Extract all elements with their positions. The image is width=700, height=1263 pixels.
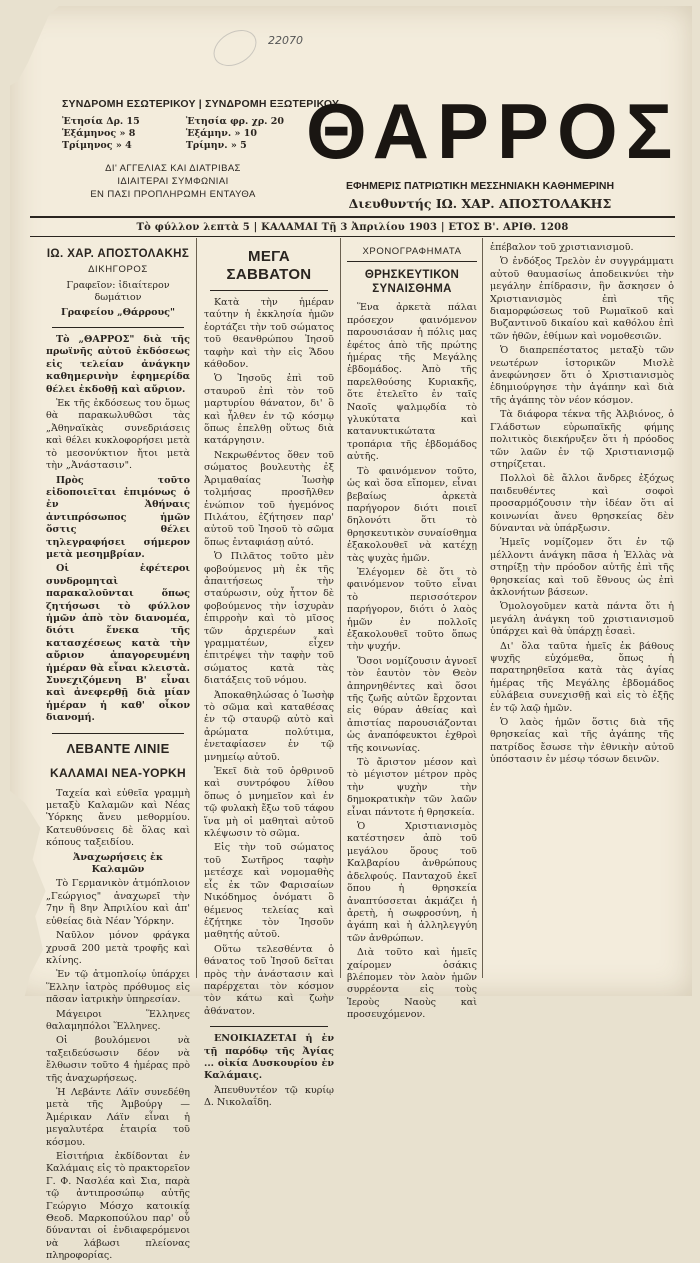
article-paragraph: ἐπέβαλον τοῦ χριστιανισμοῦ. (490, 242, 634, 253)
header-rule (30, 216, 675, 218)
article-paragraph: Ἀποκαθηλώσας ὁ Ἰωσὴφ τὸ σῶμα καὶ καταθέσας ἐν τῷ σταυρῷ αὐτὸ καὶ ἀρώματα πολύτιμα, ἐνεταφίασεν ἐν τῷ μνημείῳ αὐτοῦ. (204, 689, 334, 763)
price-line: Ἐτησία Δρ. 15 (62, 116, 140, 127)
price-line: Τρίμηνος » 4 (62, 140, 132, 151)
prices-abroad (186, 116, 284, 152)
section-heading: ΧΡΟΝΟΓΡΑΦΗΜΑΤΑ (347, 246, 477, 262)
rental-ad: ΕΝΟΙΚΙΑΖΕΤΑΙ ἡ ἐν τῇ παρόδῳ τῆς Ἀγίας ... οἰκία Δυσκουρίου ἐν Καλάμαις. (204, 1033, 334, 1082)
lawyer-name: ΙΩ. ΧΑΡ. ΑΠΟΣΤΟΛΑΚΗΣ (46, 248, 190, 260)
article-paragraph: Ὁμολογοῦμεν κατὰ πάντα ὅτι ἡ μεγάλη ἀνάγκη τοῦ χριστιανισμοῦ ὑπάρχει καὶ θὰ ὑπάρχῃ ἐσαεὶ. (490, 601, 674, 638)
issue-line: Τὸ φύλλον λεπτὰ 5 | ΚΑΛΑΜΑΙ Τῇ 3 Ἀπριλίου 1903 | ΕΤΟΣ Β'. ΑΡΙΘ. 1208 (136, 222, 569, 233)
shipping-subheadline: ΚΑΛΑΜΑΙ ΝΕΑ-ΥΟΡΚΗ (50, 765, 186, 780)
newspaper-title: ΘΑΡΡΟΣ (306, 87, 681, 175)
divider (52, 733, 184, 734)
article-paragraph: Κατὰ τὴν ἡμέραν ταύτην ἡ ἐκκλησία ἡμῶν ἑορτάζει τὴν τοῦ σώματος τοῦ θεανθρώπου Ἰησοῦ ταφὴν καὶ τὴν εἰς Ἅδου κάθοδον. (204, 297, 334, 371)
notice-paragraph: Ἐκ τῆς ἐκδόσεως του ὅμως θὰ παρακωλυθῶσι τὰς „Ἀθηναϊκὰς συνεδριάσεις καὶ θέλει κυκλοφορήσει μετὰ τὸ μεσονύκτιον ἤτοι μετὰ τὴν „Ἀνάστασιν". (46, 398, 190, 472)
article-paragraph: Δι' ὅλα ταῦτα ἡμεῖς ἐκ βάθους ψυχῆς εὐχόμεθα, ὅπως ἡ παρατηρηθεῖσα κατὰ τὰς ἁγίας ἡμέρας τῆς Μεγάλης ἑβδομάδος εὐλάβεια συνεχισθῇ καὶ εἰς τὸ ἑξῆς ἐν τῷ λαῷ ἡμῶν. (490, 640, 674, 714)
divider (52, 327, 184, 328)
article-paragraph: Ὁ Πιλᾶτος τοῦτο μὲν φοβούμενος μὴ ἐκ τῆς ἀπαιτήσεως τὴν σταύρωσιν, οὐχ ἧττον δὲ φοβούμενος τὴν ἰσχυρὰν ἐπιρροὴν καὶ τὸ μῖσος τῶν ἀρχιερέων καὶ γραμματέων, εἶχεν ἐπιτρέψει τὴν ταφὴν τοῦ σώματος κατὰ τὰς διατάξεις τοῦ νόμου. (204, 551, 334, 687)
article-paragraph: Τὸ φαινόμενον τοῦτο, ὡς καὶ ὅσα εἴπομεν, εἶναι βεβαίως ἀρκετὰ παρήγορον διότι ποιεῖ δηλονότι ὅτι τὸ θρησκευτικὸν συναίσθημα ἐξακολουθεῖ νὰ κατέχῃ τὰς ψυχὰς ἡμῶν. (347, 465, 477, 564)
article-paragraph: Ὁ διαπρεπέστατος μεταξὺ τῶν νεωτέρων ἱστορικῶν Μισλὲ ἀνεφώνησεν ὅτι ὁ Χριστιανισμὸς ἐδημιούργησε τὴν ἀγάπην καὶ διὰ τῆς ἀγάπης τὸν νέον κόσμον. (490, 345, 674, 406)
office-line: Γραφεῖον: ἰδιαίτερον δωμάτιον (66, 279, 170, 304)
article-paragraph: Ἐκεῖ διὰ τοῦ ὀρθρινοῦ καὶ συντρόφου λίθου ὅπως ὁ μνημεῖον καὶ ἐν τῷ φυλακὴ ἔξω τοῦ τάφου ἵνα μὴ οἱ μαθηταὶ αὐτοῦ κλέψωσιν τὸ σῶμα. (204, 766, 334, 840)
shipping-paragraph: Ταχεία καὶ εὐθεῖα γραμμὴ μεταξὺ Καλαμῶν καὶ Νέας Ὑόρκης ἄνευ μεθορμίου. Κατευθύνσεις δὲ ὅλας καὶ κόπους ταξειδίου. (46, 787, 190, 849)
column-rule (482, 238, 483, 978)
notice-paragraph: Πρὸς τοῦτο εἰδοποιεῖται ἐπιμόνως ὁ ἐν Ἀθήναις ἀντιπρόσωπος ἡμῶν ὅστις θέλει τηλεγραφήσει σήμερον μετὰ μεσημβρίαν. (46, 474, 190, 560)
price-line: Τρίμην. » 5 (185, 140, 247, 151)
shipping-paragraph: Ἡ Λεβάντε Λάϊν συνεδέθη μετὰ τῆς Ἀμβούργ — Ἀμέρικαν Λάϊν εἶναι ἡ μεγαλυτέρα ἑταιρία τοῦ κόσμου. (46, 1086, 190, 1148)
column-rule (340, 238, 341, 978)
newspaper-subtitle: ΕΦΗΜΕΡΙΣ ΠΑΤΡΙΩΤΙΚΗ ΜΕΣΣΗΝΙΑΚΗ ΚΑΘΗΜΕΡΙΝΗ (345, 180, 615, 192)
shipping-paragraph: Τὸ Γερμανικὸν ἀτμόπλοιον „Γεώργιος" ἀναχωρεῖ τὴν 7ην ἢ 8ην Ἀπριλίου καὶ ἀπ' εὐθείας διὰ Νέαν Ὑόρκην. (46, 878, 190, 927)
column-2 (204, 242, 334, 1109)
notice-paragraph: Τὸ „ΘΑΡΡΟΣ" διὰ τῆς πρωϊνῆς αὐτοῦ ἐκδόσεως εἰς τελείαν ἀνάγκην καθημερινὴν ἐφημερίδα θέλει ἐκδοθῇ καὶ αὔριον. (46, 334, 190, 395)
divider (210, 290, 328, 291)
ads-line: ΔΙ' ΑΓΓΕΛΙΑΣ ΚΑΙ ΔΙΑΤΡΙΒΑΣ (105, 163, 241, 174)
office-line: Γραφείου „Θάρρους" (60, 306, 176, 318)
article-paragraph: Ἐλέγομεν δὲ ὅτι τὸ φαινόμενον τοῦτο εἶναι τὸ περισσότερον παρήγορον, διότι ὁ λαὸς ἡμῶν ἐν πολλοῖς ἐξακολουθεῖ τοῦτο ὅπως τὴν ψυχήν. (347, 566, 477, 653)
price-line: Ἑξάμην. » 10 (185, 128, 257, 139)
shipping-subheading: Ἀναχωρήσεις ἐκ Καλαμῶν (72, 851, 164, 876)
shipping-headline: ΛΕΒΑΝΤΕ ΛΙΝΙΕ (66, 740, 170, 756)
rental-ad-contact: Ἀπευθυντέον τῷ κυρίῳ Δ. Νικολαΐδη. (204, 1084, 334, 1109)
director-line: Διευθυντής ΙΩ. ΧΑΡ. ΑΠΟΣΤΟΛΑΚΗΣ (348, 196, 612, 211)
ads-line: ΙΔΙΑΙΤΕΡΑΙ ΣΥΜΦΩΝΙΑΙ (117, 176, 229, 187)
handwritten-note: 22070 (268, 34, 303, 47)
article-headline: ΜΕΓΑ ΣΑΒΒΑΤΟΝ (226, 248, 312, 283)
article-paragraph: Ὁ Χριστιανισμὸς κατέστησεν ἀπὸ τοῦ μεγάλου ὅρους τοῦ Καλβαρίου ἀνθρώπους ἀδελφούς. Πανταχοῦ ἐκεῖ ὅπου ἡ θρησκεία ἀναπτύσσεται ἀκμάζει ἡ ἀρετὴ, ἡ σωφροσύνη, ἡ ἀγάπη καὶ ἡ ἀλληλεγγύη τῶν ἀνθρώπων. (347, 821, 477, 944)
divider (210, 1026, 328, 1027)
article-paragraph: Πολλοὶ δὲ ἄλλοι ἄνδρες ἐξόχως παιδευθέντες καὶ σοφοὶ προσαρμόζουσιν τὴν ἰδέαν ὅτι αἱ κοινωνίαι ἄνευ θρησκείας δὲν δύνανται νὰ ὑπάρξωσιν. (490, 473, 674, 534)
article-paragraph: Τὸ ἄριστον μέσον καὶ τὸ μέγιστον μέτρον πρὸς τὴν ψυχὴν τὴν δημοκρατικὴν τῶν λαῶν εἶναι πάντοτε ἡ θρησκεία. (347, 757, 477, 818)
newspaper-page (10, 6, 692, 1262)
price-line: Ἐτησία φρ. χρ. 20 (185, 116, 284, 127)
column-1 (46, 242, 190, 1262)
article-paragraph: Οὕτω τελεσθέντα ὁ θάνατος τοῦ Ἰησοῦ δεῖται πρὸς τὴν ἀνάστασιν καὶ παρέρχεται τὸν κόσμον τὸν κάτω καὶ ζωὴν ἀθάνατον. (204, 943, 334, 1017)
shipping-paragraph: Ναῦλον μόνον φράγκα χρυσᾶ 200 μετὰ τροφῆς καὶ κλίνης. (46, 930, 190, 966)
article-paragraph: Νεκρωθέντος ὅθεν τοῦ σώματος βουλευτὴς ἐξ Ἀριμαθαίας Ἰωσὴφ τολμήσας προσῆλθεν ἐνώπιον τοῦ ἡγεμόνος Πιλάτου, ἐζήτησεν παρ' αὐτοῦ τοῦ Ἰησοῦ τὸ σῶμα ὅπως ἐνταφιάσῃ αὐτό. (204, 449, 334, 548)
lawyer-title: ΔΙΚΗΓΟΡΟΣ (88, 264, 148, 276)
header-rule (30, 236, 675, 237)
subscription-heading: ΣΥΝΔΡΟΜΗ ΕΣΩΤΕΡΙΚΟΥ | ΣΥΝΔΡΟΜΗ ΕΞΩΤΕΡΙΚΟΥ (62, 98, 340, 110)
shipping-paragraph: Εἰσιτήρια ἐκδίδονται ἐν Καλάμαις εἰς τὸ πρακτορεῖον Γ. Φ. Νασλέα καὶ Σια, παρὰ τῷ ἀντιπροσώπῳ αὐτῆς Γεώργιο Μόσχο κατοικίᾳ Θεοδ. Μαρκοπούλου παρ' οὗ δύνανται οἱ ἐνδιαφερόμενοι νὰ λάβωσι πλείονας πληροφορίας. (46, 1151, 190, 1262)
article-paragraph: Εἰς τὴν τοῦ σώματος τοῦ Σωτῆρος ταφὴν μετέσχε καὶ νομομαθὴς εἷς ἐκ τῶν Φαρισαίων Νικόδημος ὀνόματι ὃ θέμενος τελείας καὶ ἐζήτηκε τὸν Ἰησοῦν μαθητής αὐτοῦ. (204, 842, 334, 941)
subscription-box (62, 98, 340, 201)
torn-corner (0, 0, 70, 91)
price-line: Ἑξάμηνος » 8 (62, 128, 136, 139)
shipping-paragraph: Μάγειροι Ἕλληνες θαλαμηπόλοι Ἕλληνες. (46, 1008, 190, 1032)
article-paragraph: Ὁ ἐνδόξος Τρελὸν ἐν συγγράμματι αὐτοῦ θαυμασίως ἀποδεικνύει τὴν μεγάλην ἐπίδρασιν, ἣν ἄσκησεν ὁ Χριστιανισμὸς ἐπὶ τῆς διαμορφώσεως τοῦ Ρωμαϊκοῦ καὶ Βυζαντινοῦ δικαίου καὶ καθόλου ἐπὶ τῶν ἠθῶν, ἐθίμων καὶ νομοθεσιῶν. (490, 256, 674, 342)
ads-line: ΕΝ ΠΑΣΙ ΠΡΟΠΛΗΡΩΜΗ ΕΝΤΑΥΘΑ (90, 189, 256, 200)
notice-paragraph: Οἱ ἐφέτεροι συνδρομηταὶ παρακαλοῦνται ὅπως ζητήσωσι τὸ φύλλον ἡμῶν ἀπὸ τὸν διανομέα, διότι ἕνεκα τῆς κατασχέσεως κατὰ τὴν αὔριον ἀπαγορευμένη ἡμέραν θὰ εἶναι κλειστὰ. Συνεχιζόμενη Β' εἶναι καὶ ἀνεφερθῇ διὰ μίαν ἡμέραν ἡ καθ' οἶκον διανομή. (46, 563, 190, 724)
shipping-paragraph: Οἱ βουλόμενοι νὰ ταξειδεύσωσιν δέον νὰ ἔλθωσιν τοῦτο 4 ἡμέρας πρὸ τῆς ἀναχωρήσεως. (46, 1035, 190, 1084)
column-rule (196, 238, 197, 978)
shipping-paragraph: Ἐν τῷ ἀτμοπλοίῳ ὑπάρχει Ἕλλην ἰατρὸς πρόθυμος εἰς πᾶσαν ἰατρικὴν ὑπηρεσίαν. (46, 969, 190, 1006)
article-paragraph: Διὰ τοῦτο καὶ ἡμεῖς χαίρομεν ὁσάκις βλέπομεν τὸν λαὸν ἡμῶν συρρέοντα εἰς τοὺς Ἱεροὺς Ναοὺς καὶ προσευχόμενον. (347, 947, 477, 1021)
column-3 (347, 242, 477, 1021)
article-paragraph: Ἕνα ἀρκετὰ πάλαι πρόσεχον φαινόμενον παρουσιάσαν ἡ πόλις μας ἐφέτος ἀπὸ τῆς πρώτης ἡμέρας τῆς Μεγάλης ἑβδομάδος. Ἀπὸ τῆς παρελθούσης Κυριακῆς, ὅτε ἐτελεῖτο ἐν ταῖς Ναοῖς ψαλμῳδία τὸ γλυκύτατα καὶ κατανυκτικώτατα τροπάρια τῆς ἑβδομάδος αὐτῆς. (347, 302, 477, 463)
article-paragraph: Τὰ διάφορα τέκνα τῆς Ἀλβιόνος, ὁ Γλάδστων εὐρωπαϊκῆς φήμης πολιτικὸς διεκήρυξεν ὅτι ἡ πρόοδος τῶν λαῶν ἐν τῷ Χριστιανισμῷ στηρίζεται. (490, 409, 674, 470)
article-paragraph: Ἡμεῖς νομίζομεν ὅτι ἐν τῷ μέλλοντι ἀνάγκη πᾶσα ἡ Ἑλλὰς νὰ στηρίξῃ τὴν πρόοδον αὐτῆς ἐπὶ τῆς θρησκείας καὶ τοῦ ἔθνους ὡς ἐπὶ ἀκλονήτων βάσεων. (490, 537, 674, 598)
article-paragraph: Ὅσοι νομίζουσιν ἀγνοεῖ τὸν ἑαυτὸν τὸν Θεὸν ἀπηρνηθέντες καὶ ὅσοι τῆς ζωῆς αὐτῶν ἔρχονται εἰς θύραν ἀθείας καὶ ἀπιστίας παρουσιάζονται ὡς ἀναπόφευκτοι ἐχθροὶ τῆς κοινωνίας. (347, 655, 477, 754)
article-paragraph: Ὁ λαὸς ἡμῶν ὅστις διὰ τῆς θρησκείας καὶ τῆς ἀγάπης τῆς πατρίδος ἔσωσε τὴν ἐθνικὴν αὐτοῦ ὑπόστασιν ἐν μέσῳ τόσων δεινῶν. (490, 717, 674, 766)
prices-inland (62, 116, 140, 152)
subscription-prices (62, 116, 284, 152)
article-headline: ΘΡΗΣΚΕΥΤΙΚΟΝ ΣΥΝΑΙΣΘΗΜΑ (364, 269, 460, 296)
article-paragraph: Ὁ Ἰησοῦς ἐπὶ τοῦ σταυροῦ ἐπὶ τὸν τοῦ μαρτυρίου θάνατον, δι' ὃ καὶ ἦλθεν ἐν τῷ κόσμῳ ὅπως ἐπελθῃ οὕτως διὰ κατάργησιν. (204, 373, 334, 447)
library-stamp (207, 23, 263, 74)
ads-notice (62, 162, 284, 201)
column-4 (490, 242, 674, 982)
